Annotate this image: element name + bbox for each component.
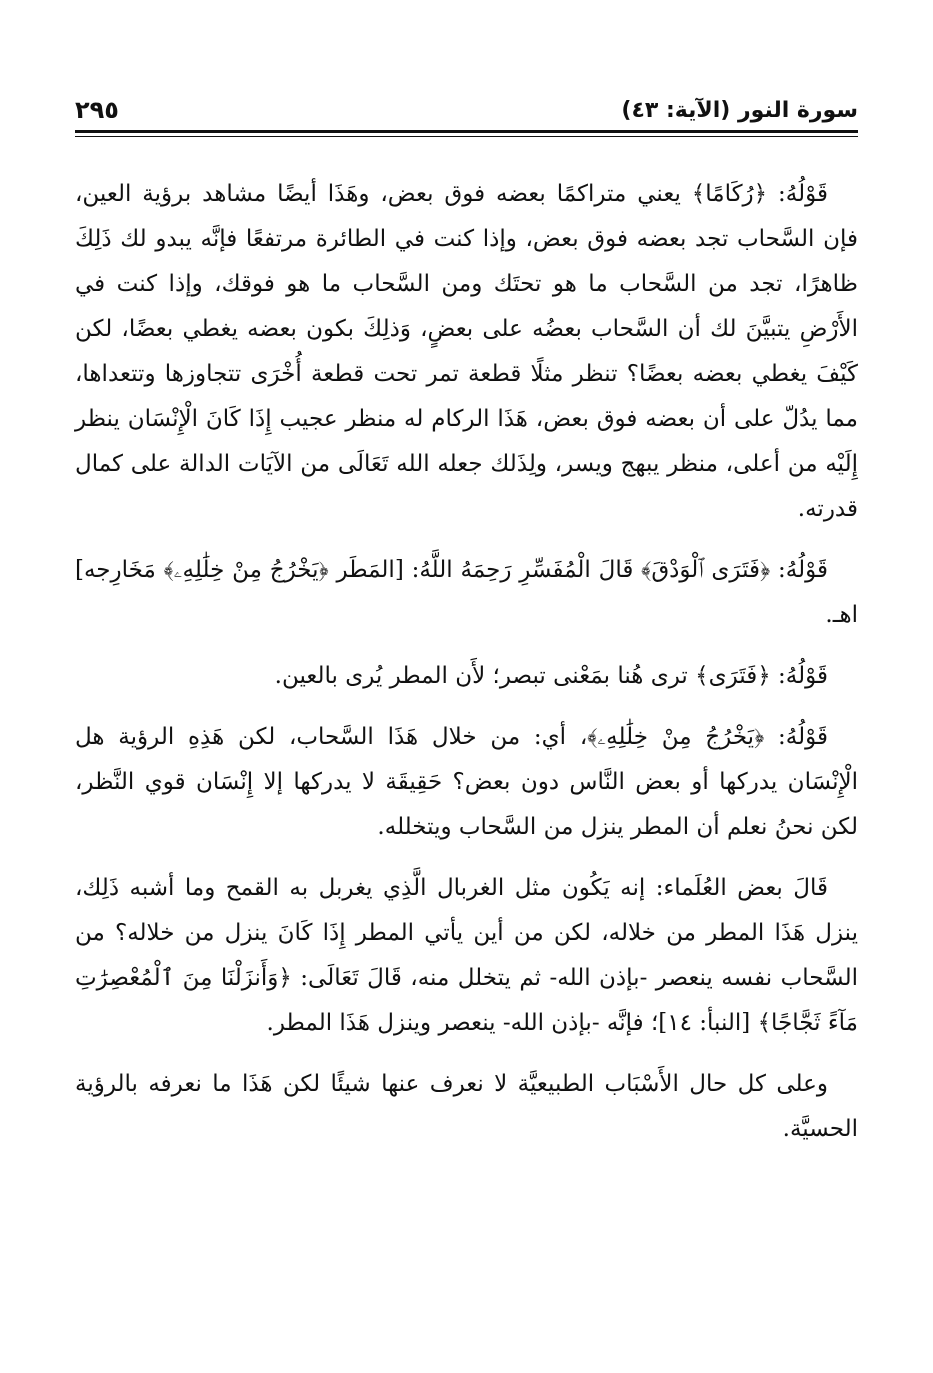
paragraph-rukam: قَوْلُهُ: ﴿رُكَامًا﴾ يعني متراكمًا بعضه فوق بعض، وهَذَا أيضًا مشاهد برؤية العين، فإن السَّحاب تجد بعضه فوق بعض، وإذا كنت في الطائرة مرتفعًا فإنَّه يبدو لك ذَلِكَ ظاهرًا، تجد من السَّحاب ما هو تحتَك ومن السَّحاب ما هو فوقك، وإذا كنت في الأَرْضِ يتبيَّنَ لك أن السَّحاب بعضُه على بعضٍ، وَذلِكَ بكون بعضه يغطي بعضًا، لكن كَيْفَ يغطي بعضه بعضًا؟ تنظر مثلًا قطعة تمر تحت قطعة أُخْرَى تتجاوزها وتتعداها، مما يدُلّ على أن بعضه فوق بعض، هَذَا الركام له منظر عجيب إِذَا كَانَ الْإِنْسَان ينظر إِلَيْه من أعلى، منظر يبهج ويسر، ولِذَلك جعله الله تَعَالَى من الآيَات الدالة على كمال قدرته. xyxy=(75,181,858,522)
page-header xyxy=(75,92,858,128)
page-body xyxy=(75,172,858,1168)
paragraph-ulama: قَالَ بعض العُلَماء: إنه يَكُون مثل الغربال الَّذِي يغربل به القمح وما أشبه ذَلِك، ينزل هَذَا المطر من خلاله، لكن من أين يأتي المطر إِذَا كَانَ ينزل من خلاله؟ من السَّحاب نفسه ينعصر -بإذن الله- ثم يتخلل منه، قَالَ تَعَالَى: ﴿وَأَنزَلْنَا مِنَ ٱلْمُعْصِرَٰتِ مَآءً ثَجَّاجًا﴾ [النبأ: ١٤]؛ فإنَّه -بإذن الله- ينعصر وينزل هَذَا المطر. xyxy=(75,875,858,1036)
paragraph-mufassir: قَوْلُهُ: ﴿فَتَرَى ٱلْوَدْقَ﴾ قَالَ الْمُفَسِّرِ رَحِمَهُ اللَّهُ: [المَطَر ﴿يَخْرُجُ مِنْ خِلَٰلِهِۦ﴾ مَخَارِجه] اهـ. xyxy=(75,557,858,628)
running-title: سورة النور (الآية: ٤٣) xyxy=(621,97,858,123)
paragraph-conclusion: وعلى كل حال الأَسْبَاب الطبيعيَّة لا نعرف عنها شيئًا لكن هَذَا ما نعرفه بالرؤية الحسيَّة. xyxy=(75,1071,858,1142)
paragraph-fatara: قَوْلُهُ: ﴿فَتَرَى﴾ ترى هُنا بمَعْنى تبصر؛ لأَن المطر يُرى بالعين. xyxy=(274,663,828,689)
header-rule xyxy=(75,130,858,136)
page-number: ٢٩٥ xyxy=(75,96,119,124)
paragraph-yakhruju: قَوْلُهُ: ﴿يَخْرُجُ مِنْ خِلَٰلِهِۦ﴾، أي: من خلال هَذَا السَّحاب، لكن هَذِهِ الرؤية هل الْإِنْسَان يدركها أو بعض النَّاس دون بعض؟ حَقِيقَة لا يدركها إلا إِنْسَان قوي النَّظر، لكن نحنُ نعلم أن المطر ينزل من السَّحاب ويتخلله. xyxy=(75,724,858,840)
